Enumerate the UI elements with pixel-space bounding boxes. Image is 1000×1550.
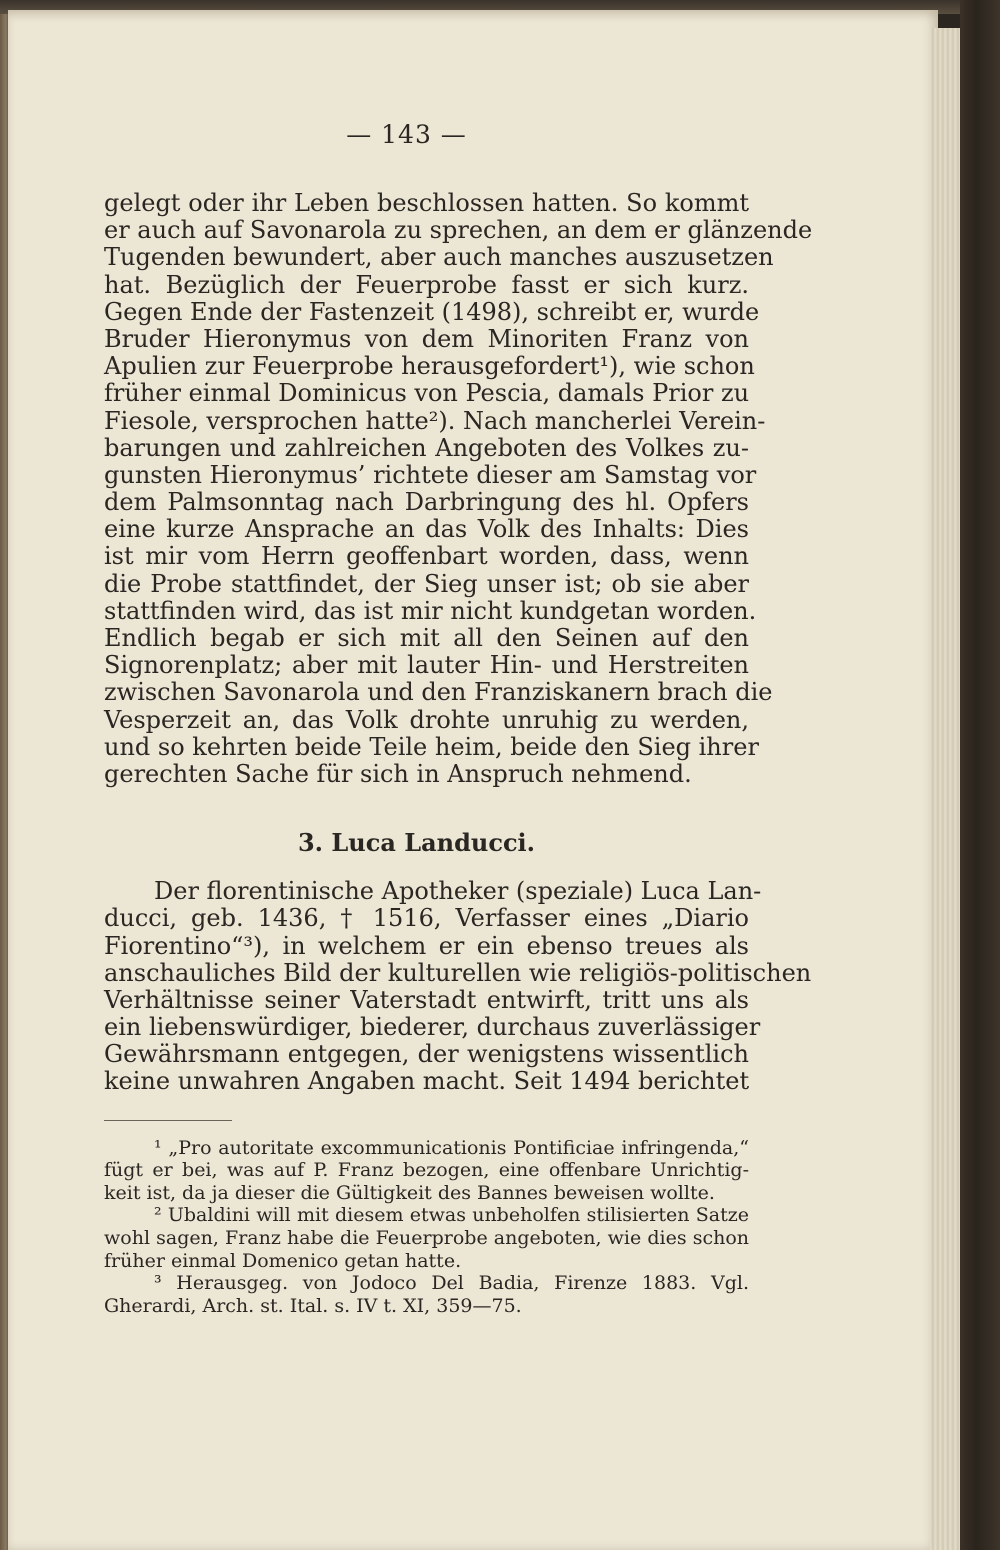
section-line: keine unwahren Angaben macht. Seit 1494 berichtet (104, 1067, 750, 1096)
section-heading: 3. Luca Landucci. (297, 828, 536, 858)
section-line: anschauliches Bild der kulturellen wie religiös-politischen (104, 958, 812, 987)
page-number: — 143 — (346, 120, 467, 149)
body-line: und so kehrten beide Teile heim, beide den Sieg ihrer (104, 732, 759, 761)
body-line: hat. Bezüglich der Feuerprobe fasst er sich kurz. (104, 270, 749, 299)
section-line: ein liebenswürdiger, biederer, durchaus zuverlässiger (104, 1013, 761, 1042)
footnote-line: ³ Herausgeg. von Jodoco Del Badia, Firenze 1883. Vgl. (154, 1272, 749, 1295)
section-line: Fiorentino“³), in welchem er ein ebenso treues als (104, 931, 749, 960)
body-line: gerechten Sache für sich in Anspruch nehmend. (104, 759, 692, 788)
footnote-separator (104, 1120, 232, 1121)
body-line: Endlich begab er sich mit all den Seinen auf den (104, 624, 749, 652)
section-line: ducci, geb. 1436, † 1516, Verfasser eines „Diario (104, 904, 749, 933)
page-edges (930, 28, 960, 1550)
footnote-line: Gherardi, Arch. st. Ital. s. IV t. XI, 359—75. (104, 1294, 522, 1317)
body-line: Signorenplatz; aber mit lauter Hin- und Herstreiten (104, 651, 749, 680)
footnote-line: ¹ „Pro autoritate excommunicationis Pontificiae infringenda,“ (154, 1136, 749, 1159)
footnote-line: ² Ubaldini will mit diesem etwas unbeholfen stilisierten Satze (154, 1204, 749, 1227)
section-line: Gewährsmann entgegen, der wenigstens wissentlich (104, 1040, 749, 1069)
footnote-line: wohl sagen, Franz habe die Feuerprobe angeboten, wie dies schon (104, 1227, 749, 1249)
body-line: gelegt oder ihr Leben beschlossen hatten. So kommt (104, 189, 749, 217)
body-line: stattfinden wird, das ist mir nicht kundgetan worden. (104, 596, 757, 625)
book-cover-edge (960, 0, 1000, 1550)
page-text (104, 120, 813, 1317)
body-line: die Probe stattfindet, der Sieg unser ist; ob sie aber (104, 569, 749, 598)
footnote-line: früher einmal Domenico getan hatte. (104, 1249, 462, 1272)
body-line: eine kurze Ansprache an das Volk des Inhalts: Dies (104, 515, 749, 544)
body-line: Gegen Ende der Fastenzeit (1498), schreibt er, wurde (104, 297, 760, 326)
footnotes (104, 1137, 749, 1318)
body-line: Fiesole, versprochen hatte²). Nach mancherlei Verein- (104, 406, 766, 435)
body-line: Vesperzeit an, das Volk drohte unruhig zu werden, (104, 705, 749, 734)
body-line: barungen und zahlreichen Angeboten des Volkes zu- (104, 433, 749, 462)
section-line: Der florentinische Apotheker (speziale) Luca Lan- (154, 877, 762, 906)
body-line: er auch auf Savonarola zu sprechen, an dem er glänzende (104, 216, 813, 245)
body-paragraph (104, 189, 813, 788)
section-line: Verhältnisse seiner Vaterstadt entwirft, tritt uns als (104, 985, 749, 1014)
footnote-line: keit ist, da ja dieser die Gültigkeit des Bannes beweisen wollte. (104, 1181, 715, 1204)
footnote-line: fügt er bei, was auf P. Franz bezogen, eine offenbare Unrichtig- (104, 1159, 749, 1182)
section-paragraph (104, 877, 812, 1096)
body-line: Apulien zur Feuerprobe herausgefordert¹), wie schon (104, 352, 755, 381)
body-line: Tugenden bewundert, aber auch manches auszusetzen (104, 243, 774, 272)
body-line: dem Palmsonntag nach Darbringung des hl. Opfers (104, 488, 749, 517)
body-line: gunsten Hieronymus’ richtete dieser am Samstag vor (104, 460, 757, 489)
body-line: früher einmal Dominicus von Pescia, damals Prior zu (104, 379, 750, 408)
body-line: zwischen Savonarola und den Franziskanern brach die (104, 678, 773, 707)
body-line: Bruder Hieronymus von dem Minoriten Franz von (104, 324, 749, 353)
body-line: ist mir vom Herrn geoffenbart worden, dass, wenn (104, 542, 749, 571)
